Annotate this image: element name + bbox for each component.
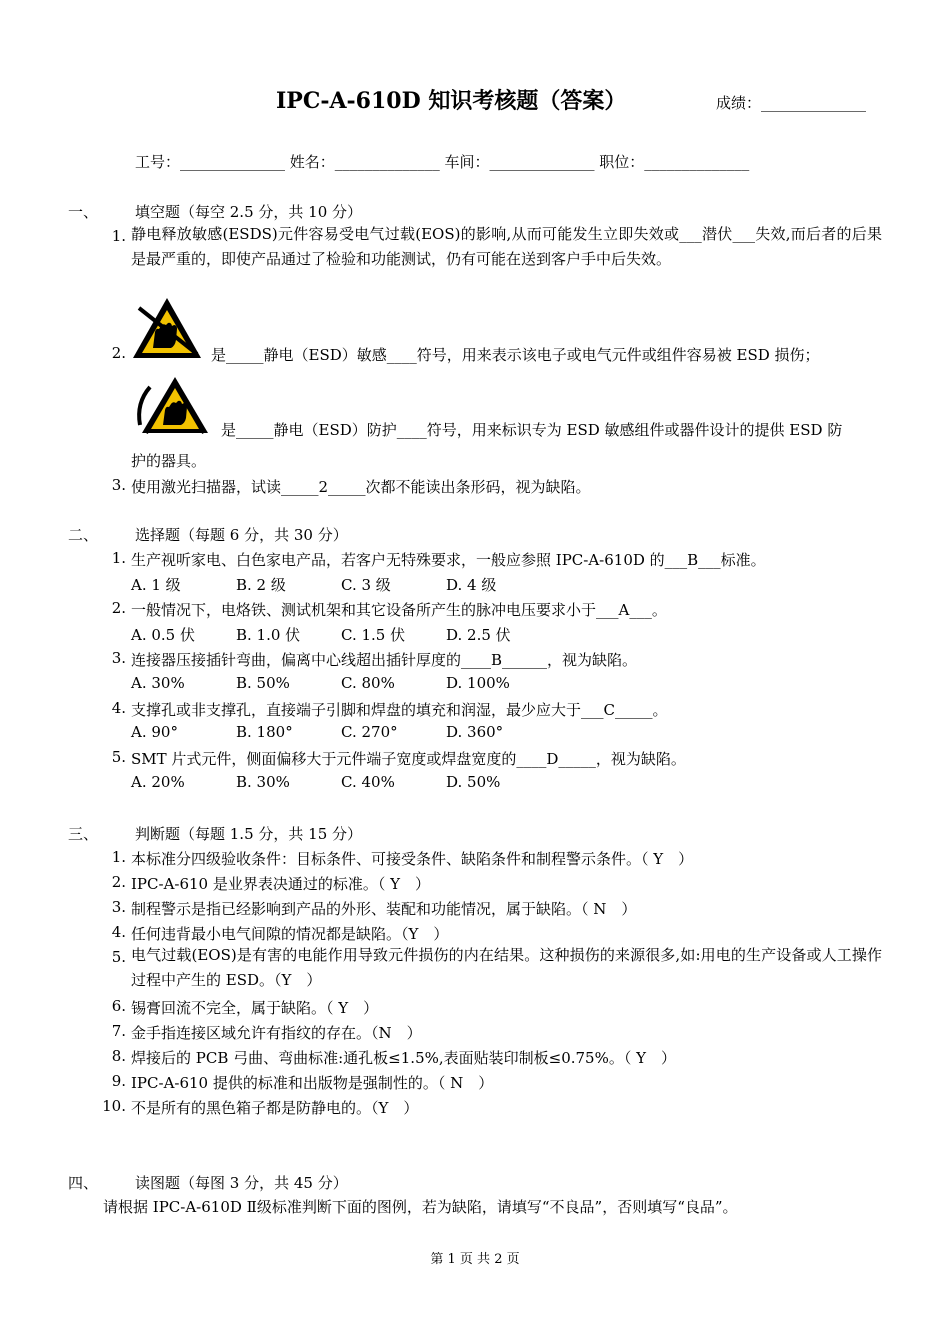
option: D. 4 级 — [446, 576, 497, 594]
option: A. 30% — [131, 674, 185, 692]
section-3-heading — [68, 823, 362, 844]
section-number: 三、 — [68, 825, 99, 843]
question-text: 护的器具。 — [131, 452, 207, 470]
question-text: 金手指连接区域允许有指纹的存在。（N ） — [131, 1024, 422, 1042]
option: A. 0.5 伏 — [131, 626, 195, 644]
section-title: 判断题（每题 1.5 分，共 15 分） — [135, 825, 363, 843]
question-number: 4. — [111, 923, 126, 941]
question-number: 3. — [111, 898, 126, 916]
option: C. 3 级 — [341, 576, 391, 594]
question-text: 一般情况下，电烙铁、测试机架和其它设备所产生的脉冲电压要求小于___A___。 — [131, 601, 667, 619]
question-text: 焊接后的 PCB 弓曲、弯曲标准:通孔板≤1.5%,表面贴装印制板≤0.75%。（ Y ） — [131, 1049, 677, 1067]
question-text: 使用激光扫描器，试读_____2_____次都不能读出条形码，视为缺陷。 — [131, 478, 591, 496]
option: C. 40% — [341, 773, 395, 791]
answer-options — [131, 674, 510, 692]
question-text: 电气过载(EOS)是有害的电能作用导致元件损伤的内在结果。这种损伤的来源很多,如:用电的生产设备或人工操作过程中产生的 ESD。（Y ） — [131, 946, 882, 989]
option: A. 90° — [131, 723, 178, 741]
question-text: 静电释放敏感(ESDS)元件容易受电气过载(EOS)的影响,从而可能发生立即失效或___潜伏___失效,而后者的后果是最严重的，即使产品通过了检验和功能测试，仍有可能在送到客户手中后失效。 — [131, 225, 882, 268]
question-number: 3. — [111, 649, 126, 667]
question-number: 1. — [111, 848, 126, 866]
section-description: 请根据 IPC-A-610D Ⅱ级标准判断下面的图例，若为缺陷，请填写“不良品”，否则填写“良品”。 — [103, 1198, 738, 1216]
score-field: 成绩：______________ — [716, 94, 867, 112]
option: D. 50% — [446, 773, 501, 791]
section-title: 填空题（每空 2.5 分，共 10 分） — [135, 203, 363, 221]
section-1-heading — [68, 201, 362, 222]
answer-options — [131, 624, 511, 645]
question-number: 3. — [111, 476, 126, 494]
question-text: SMT 片式元件，侧面偏移大于元件端子宽度或焊盘宽度的____D_____，视为缺陷。 — [131, 750, 686, 768]
answer-options — [131, 773, 500, 791]
page-title: IPC-A-610D 知识考核题（答案） — [276, 88, 627, 114]
question-text: 不是所有的黑色箱子都是防静电的。（Y ） — [131, 1099, 419, 1117]
option: C. 270° — [341, 723, 398, 741]
section-4-heading — [68, 1172, 348, 1193]
section-title: 读图题（每图 3 分，共 45 分） — [135, 1174, 348, 1192]
question-number: 2. — [111, 599, 126, 617]
question-number: 1. — [111, 227, 126, 245]
question-number: 7. — [111, 1022, 126, 1040]
question-text: 是_____静电（ESD）敏感____符号，用来表示该电子或电气元件或组件容易被 ESD 损伤； — [211, 346, 820, 364]
question-text: 任何违背最小电气间隙的情况都是缺陷。（Y ） — [131, 925, 449, 943]
question-text: 锡膏回流不完全，属于缺陷。（ Y ） — [131, 999, 379, 1017]
option: B. 30% — [236, 773, 290, 791]
esd-susceptibility-symbol-icon — [131, 296, 203, 360]
question-text: IPC-A-610 是业界表决通过的标准。（ Y ） — [131, 875, 431, 893]
option: C. 80% — [341, 674, 395, 692]
option: D. 360° — [446, 723, 504, 741]
option: C. 1.5 伏 — [341, 626, 406, 644]
question-number: 1. — [111, 549, 126, 567]
section-number: 二、 — [68, 526, 99, 544]
question-text: 制程警示是指已经影响到产品的外形、装配和功能情况，属于缺陷。（ N ） — [131, 900, 637, 918]
question-text: 支撑孔或非支撑孔，直接端子引脚和焊盘的填充和润湿，最少应大于___C_____。 — [131, 701, 668, 719]
answer-options — [131, 574, 496, 595]
question-text: 是_____静电（ESD）防护____符号，用来标识专为 ESD 敏感组件或器件设计的提供 ESD 防 — [221, 421, 843, 439]
question-number: 2. — [111, 873, 126, 891]
option: B. 2 级 — [236, 576, 286, 594]
section-2-heading — [68, 524, 348, 545]
option: B. 50% — [236, 674, 290, 692]
question-number: 8. — [111, 1047, 126, 1065]
option: A. 20% — [131, 773, 185, 791]
question-text: IPC-A-610 提供的标准和出版物是强制性的。（ N ） — [131, 1074, 494, 1092]
question-text: 本标准分四级验收条件：目标条件、可接受条件、缺陷条件和制程警示条件。（ Y ） — [131, 850, 694, 868]
question-number: 5. — [111, 748, 126, 766]
section-number: 一、 — [68, 203, 99, 221]
section-title: 选择题（每题 6 分，共 30 分） — [135, 526, 348, 544]
question-text: 生产视听家电、白色家电产品，若客户无特殊要求，一般应参照 IPC-A-610D 的___B___标准。 — [131, 551, 766, 569]
employee-info-line: 工号：______________ 姓名：______________ 车间：______________ 职位：______________ — [135, 153, 750, 171]
question-number: 6. — [111, 997, 126, 1015]
answer-options — [131, 723, 503, 741]
option: D. 100% — [446, 674, 510, 692]
question-number: 9. — [111, 1072, 126, 1090]
question-number: 2. — [111, 344, 126, 362]
question-number: 4. — [111, 699, 126, 717]
esd-protective-symbol-icon — [132, 373, 218, 437]
option: A. 1 级 — [131, 576, 181, 594]
question-number: 5. — [111, 948, 126, 966]
page-footer: 第 1 页 共 2 页 — [430, 1252, 520, 1267]
option: B. 180° — [236, 723, 293, 741]
option: D. 2.5 伏 — [446, 626, 511, 644]
section-number: 四、 — [68, 1174, 99, 1192]
option: B. 1.0 伏 — [236, 626, 301, 644]
question-text: 连接器压接插针弯曲，偏离中心线超出插针厚度的____B______，视为缺陷。 — [131, 651, 638, 669]
question-number: 10. — [102, 1097, 126, 1115]
